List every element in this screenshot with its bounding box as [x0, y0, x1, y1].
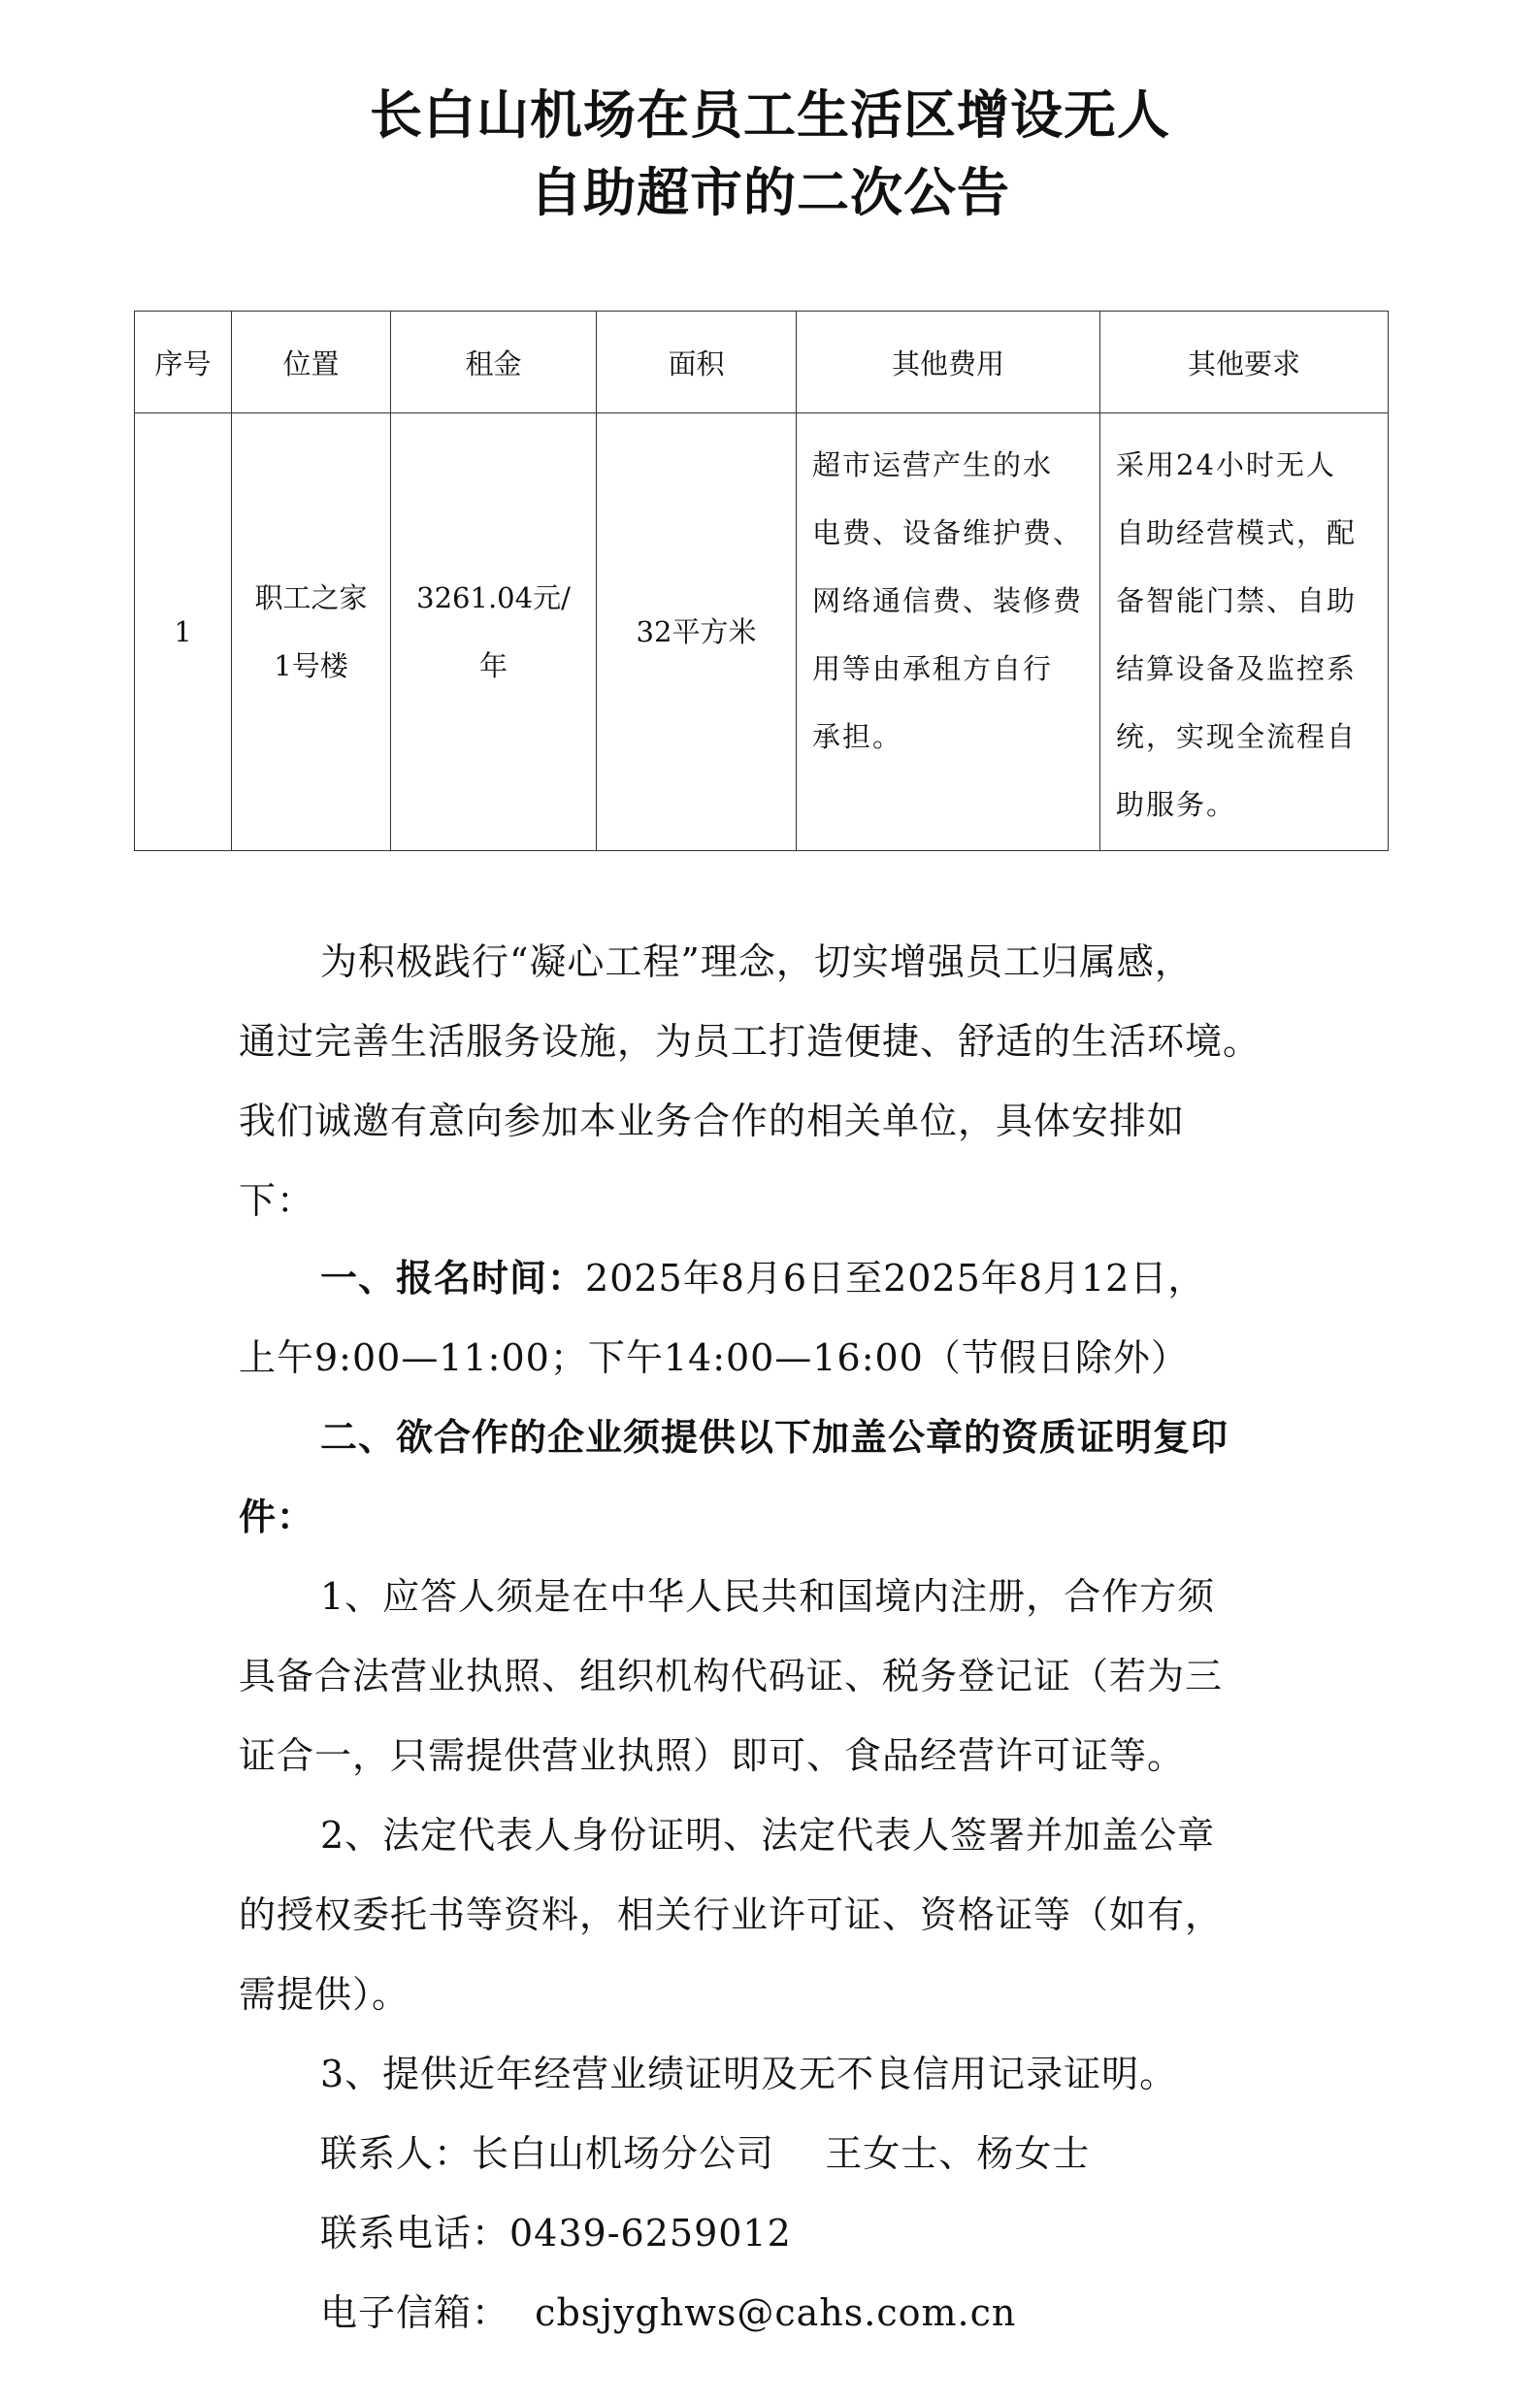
location-line1: 职工之家: [254, 581, 368, 614]
other-fees-line: 用等由承租方自行: [812, 652, 1054, 685]
section1-line2: 上午9:00—11:00；下午14:00—16:00（节假日除外）: [239, 1336, 1189, 1379]
item1-line: 证合一，只需提供营业执照）即可、食品经营许可证等。: [239, 1734, 1186, 1777]
header-other-fees: 其他费用: [797, 312, 1100, 413]
cell-area: 32平方米: [597, 413, 797, 851]
section1-line: [320, 1254, 1205, 1302]
other-requirements-line: 自助经营模式，配: [1116, 516, 1358, 549]
item1-line: 1、应答人须是在中华人民共和国境内注册，合作方须: [320, 1575, 1216, 1618]
document-title-line2: 自助超市的二次公告: [530, 162, 1010, 223]
document-title-line1: 长白山机场在员工生活区增设无人: [370, 84, 1170, 146]
header-other-requirements: 其他要求: [1100, 312, 1389, 413]
item1-line: 具备合法营业执照、组织机构代码证、税务登记证（若为三: [239, 1655, 1224, 1697]
other-fees-line: 承担。: [812, 720, 903, 753]
header-area: 面积: [597, 312, 797, 413]
cell-other-requirements: [1100, 413, 1389, 851]
other-fees-line: 网络通信费、装修费: [812, 584, 1084, 617]
header-index: 序号: [135, 312, 232, 413]
listing-table: [134, 311, 1389, 851]
cell-other-fees: [797, 413, 1100, 851]
header-rent: 租金: [391, 312, 597, 413]
other-fees-line: 电费、设备维护费、: [812, 516, 1084, 549]
other-requirements-line: 结算设备及监控系: [1116, 652, 1358, 685]
item2-line: 2、法定代表人身份证明、法定代表人签署并加盖公章: [320, 1814, 1216, 1857]
contact-person: 联系人：长白山机场分公司 王女士、杨女士: [320, 2132, 1091, 2175]
other-requirements-line: 采用24小时无人: [1116, 448, 1336, 481]
other-fees-line: 超市运营产生的水: [812, 448, 1054, 481]
section1-text: 2025年8月6日至2025年8月12日，: [585, 1257, 1206, 1300]
table-header-row: [135, 312, 1389, 413]
section2-heading-line1: 二、欲合作的企业须提供以下加盖公章的资质证明复印: [320, 1416, 1229, 1459]
section1-label: 一、报名时间：: [320, 1257, 586, 1300]
other-requirements-line: 备智能门禁、自助: [1116, 584, 1358, 617]
intro-line: 通过完善生活服务设施，为员工打造便捷、舒适的生活环境。: [239, 1020, 1261, 1063]
table-row: [135, 413, 1389, 851]
item2-line: 需提供）。: [239, 1973, 410, 2016]
cell-location: [232, 413, 391, 851]
intro-line: 下：: [239, 1179, 315, 1222]
other-requirements-line: 助服务。: [1116, 788, 1237, 821]
cell-index: 1: [135, 413, 232, 851]
intro-line: 我们诚邀有意向参加本业务合作的相关单位，具体安排如: [239, 1100, 1186, 1142]
header-location: 位置: [232, 312, 391, 413]
rent-line2: 年: [478, 649, 508, 682]
intro-line: 为积极践行“凝心工程”理念，切实增强员工归属感，: [320, 940, 1193, 983]
cell-rent: [391, 413, 597, 851]
item3-line: 3、提供近年经营业绩证明及无不良信用记录证明。: [320, 2053, 1178, 2095]
section2-heading-line2: 件：: [239, 1496, 315, 1538]
other-requirements-line: 统，实现全流程自: [1116, 720, 1358, 753]
location-line2: 1号楼: [274, 649, 348, 682]
rent-line1: 3261.04元/: [416, 581, 571, 614]
contact-email[interactable]: 电子信箱： cbsjyghws@cahs.com.cn: [320, 2291, 1017, 2334]
contact-phone: 联系电话：0439-6259012: [320, 2212, 792, 2255]
item2-line: 的授权委托书等资料，相关行业许可证、资格证等（如有，: [239, 1893, 1224, 1936]
